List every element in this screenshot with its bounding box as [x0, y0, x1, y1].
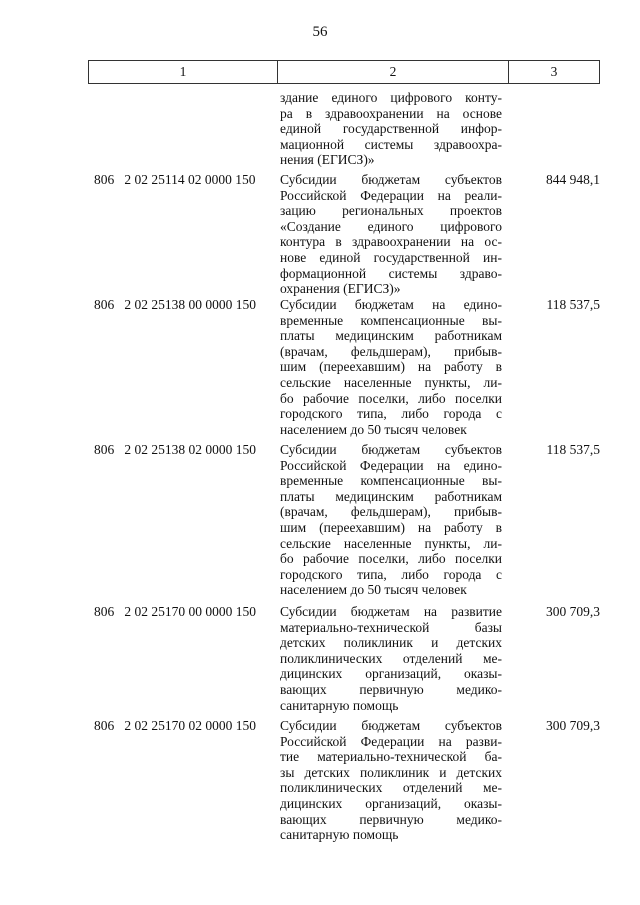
description-line: Субсидии бюджетам на развитие [280, 604, 502, 619]
header-col-1: 1 [89, 61, 278, 83]
row-description [280, 718, 502, 843]
description-line: «Создание единого цифрового [280, 218, 502, 234]
row-amount: 844 948,1 [546, 172, 600, 187]
description-line: контура в здравоохранении на ос- [280, 234, 502, 250]
row-amount: 118 537,5 [546, 297, 600, 312]
description-line: материально-технической базы [280, 619, 502, 635]
budget-code: 806 2 02 25170 02 0000 150 [94, 718, 256, 733]
description-line: единой государственной инфор- [280, 121, 502, 137]
description-line: зы детских поликлиник и детских [280, 764, 502, 780]
description-line: санитарную помощь [280, 697, 399, 713]
description-line: городского типа, либо города с [280, 406, 502, 422]
description-line: поликлинических отделений ме- [280, 780, 502, 796]
page-number: 56 [312, 24, 328, 40]
description-line: охранения (ЕГИСЗ)» [280, 281, 401, 297]
budget-code: 806 2 02 25114 02 0000 150 [94, 172, 256, 187]
description-line: здание единого цифрового конту- [280, 90, 502, 105]
budget-code: 806 2 02 25138 02 0000 150 [94, 442, 256, 457]
description-line: зацию региональных проектов [280, 203, 502, 219]
description-line: Субсидии бюджетам субъектов [280, 442, 502, 457]
description-line: шим (переехавшим) на работу в [280, 519, 502, 535]
description-line: мационной системы здравоохра- [280, 136, 502, 152]
description-line: бо рабочие поселки, либо поселки [280, 390, 502, 406]
row-amount: 300 709,3 [546, 718, 600, 733]
description-line: вающих первичную медико- [280, 681, 502, 697]
description-line: сельские населенные пункты, ли- [280, 374, 502, 390]
description-line: (врачам, фельдшерам), прибыв- [280, 343, 502, 359]
header-col-3: 3 [550, 64, 558, 79]
description-line: дицинских организаций, оказы- [280, 666, 502, 682]
row-description [280, 90, 502, 168]
description-line: бо рабочие поселки, либо поселки [280, 551, 502, 567]
row-description [280, 604, 502, 713]
description-line: детских поликлиник и детских [280, 635, 502, 651]
row-amount: 118 537,5 [546, 442, 600, 457]
description-line: санитарную помощь [280, 827, 399, 843]
description-line: нове единой государственной ин- [280, 249, 502, 265]
description-line: дицинских организаций, оказы- [280, 795, 502, 811]
description-line: тие материально-технической ба- [280, 749, 502, 765]
row-amount: 300 709,3 [546, 604, 600, 619]
description-line: платы медицинским работникам [280, 328, 502, 344]
description-line: платы медицинским работникам [280, 488, 502, 504]
description-line: временные компенсационные вы- [280, 473, 502, 489]
row-description [280, 172, 502, 297]
row-description [280, 442, 502, 598]
description-line: ра в здравоохранении на основе [280, 105, 502, 121]
description-line: Российской Федерации на едино- [280, 457, 502, 473]
budget-code: 806 2 02 25170 00 0000 150 [94, 604, 256, 619]
description-line: вающих первичную медико- [280, 811, 502, 827]
description-line: населением до 50 тысяч человек [280, 582, 467, 598]
description-line: населением до 50 тысяч человек [280, 421, 467, 437]
description-line: Российской Федерации на разви- [280, 733, 502, 749]
description-line: сельские населенные пункты, ли- [280, 535, 502, 551]
row-description [280, 297, 502, 437]
description-line: Субсидии бюджетам субъектов [280, 718, 502, 733]
description-line: городского типа, либо города с [280, 566, 502, 582]
table-header [88, 60, 600, 84]
description-line: временные компенсационные вы- [280, 312, 502, 328]
description-line: Субсидии бюджетам субъектов [280, 172, 502, 187]
budget-code: 806 2 02 25138 00 0000 150 [94, 297, 256, 312]
header-col-2: 2 [278, 61, 509, 83]
description-line: нения (ЕГИСЗ)» [280, 152, 375, 168]
description-line: поликлинических отделений ме- [280, 650, 502, 666]
description-line: Российской Федерации на реали- [280, 187, 502, 203]
description-line: шим (переехавшим) на работу в [280, 359, 502, 375]
description-line: Субсидии бюджетам на едино- [280, 297, 502, 312]
description-line: формационной системы здраво- [280, 265, 502, 281]
description-line: (врачам, фельдшерам), прибыв- [280, 504, 502, 520]
